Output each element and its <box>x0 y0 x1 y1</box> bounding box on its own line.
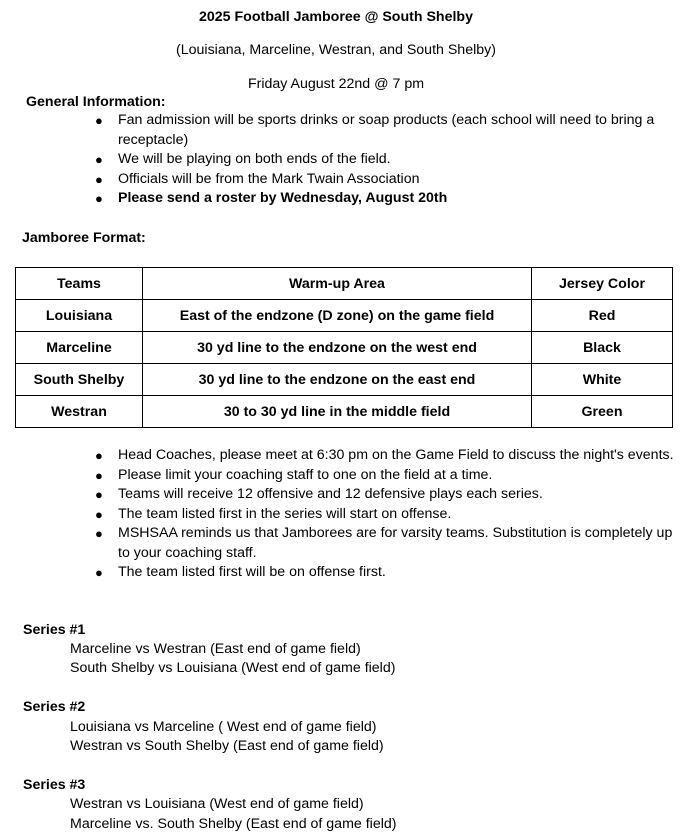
bullet-icon: ● <box>95 171 103 187</box>
jamboree-format-heading: Jamboree Format: <box>22 230 146 246</box>
list-item: ● Teams will receive 12 offensive and 12 defensive plays each series. <box>118 485 678 505</box>
list-item: ● Please send a roster by Wednesday, August 20th <box>118 189 678 209</box>
jersey-color-cell: Black <box>532 332 673 364</box>
series-2-game-1: Louisiana vs Marceline ( West end of game field) <box>70 719 377 735</box>
bullet-icon: ● <box>95 448 103 463</box>
jersey-color-cell: White <box>532 364 673 396</box>
team-cell: Louisiana <box>16 300 143 332</box>
warmup-area-cell: 30 yd line to the endzone on the west end <box>143 332 532 364</box>
list-item: ● Head Coaches, please meet at 6:30 pm on the Game Field to discuss the night's events. <box>118 446 678 466</box>
team-cell: Westran <box>16 396 143 428</box>
series-1-game-1: Marceline vs Westran (East end of game field) <box>70 641 361 657</box>
general-information-list <box>95 111 678 209</box>
list-item: ● Officials will be from the Mark Twain Association <box>118 170 678 190</box>
series-2-title: Series #2 <box>23 699 86 715</box>
series-1-title: Series #1 <box>23 622 86 638</box>
jamboree-format-table <box>15 267 673 428</box>
general-information-heading: General Information: <box>26 94 166 110</box>
bullet-icon: ● <box>95 113 103 128</box>
list-item: ● The team listed first will be on offense first. <box>118 563 678 583</box>
bullet-icon: ● <box>95 506 103 522</box>
bullet-icon: ● <box>95 526 103 541</box>
bullet-icon: ● <box>95 467 103 483</box>
bullet-icon: ● <box>95 487 103 502</box>
notes-list <box>95 446 678 583</box>
table-row <box>16 364 673 396</box>
column-header-jersey-color: Jersey Color <box>532 268 673 300</box>
list-item: ● Please limit your coaching staff to one on the field at a time. <box>118 466 678 486</box>
document-title: 2025 Football Jamboree @ South Shelby <box>198 9 473 25</box>
warmup-area-cell: 30 yd line to the endzone on the east end <box>143 364 532 396</box>
list-item: ● The team listed first in the series will start on offense. <box>118 505 678 525</box>
series-1-game-2: South Shelby vs Louisiana (West end of game field) <box>70 660 396 676</box>
series-3-game-2: Marceline vs. South Shelby (East end of game field) <box>70 816 397 832</box>
list-item: ● We will be playing on both ends of the field. <box>118 150 678 170</box>
list-item: ● Fan admission will be sports drinks or soap products (each school will need to bring a receptacle) <box>95 112 655 148</box>
series-2-game-2: Westran vs South Shelby (East end of game field) <box>70 738 384 754</box>
team-cell: South Shelby <box>16 364 143 396</box>
warmup-area-cell: 30 to 30 yd line in the middle field <box>143 396 532 428</box>
series-3-game-1: Westran vs Louisiana (West end of game field) <box>70 796 364 812</box>
series-3-title: Series #3 <box>23 777 86 793</box>
team-cell: Marceline <box>16 332 143 364</box>
table-row <box>16 396 673 428</box>
bullet-icon: ● <box>95 565 103 580</box>
table-header-row <box>16 268 673 300</box>
column-header-warmup-area: Warm-up Area <box>143 268 532 300</box>
event-date: Friday August 22nd @ 7 pm <box>247 76 425 92</box>
column-header-teams: Teams <box>16 268 143 300</box>
warmup-area-cell: East of the endzone (D zone) on the game field <box>143 300 532 332</box>
participating-schools: (Louisiana, Marceline, Westran, and South Shelby) <box>176 42 496 58</box>
list-item: ● MSHSAA reminds us that Jamborees are for varsity teams. Substitution is completely up to your coaching staff. <box>95 525 673 561</box>
jersey-color-cell: Green <box>532 396 673 428</box>
jersey-color-cell: Red <box>532 300 673 332</box>
table-row <box>16 300 673 332</box>
bullet-icon: ● <box>95 191 103 206</box>
bullet-icon: ● <box>95 152 103 167</box>
table-row <box>16 332 673 364</box>
